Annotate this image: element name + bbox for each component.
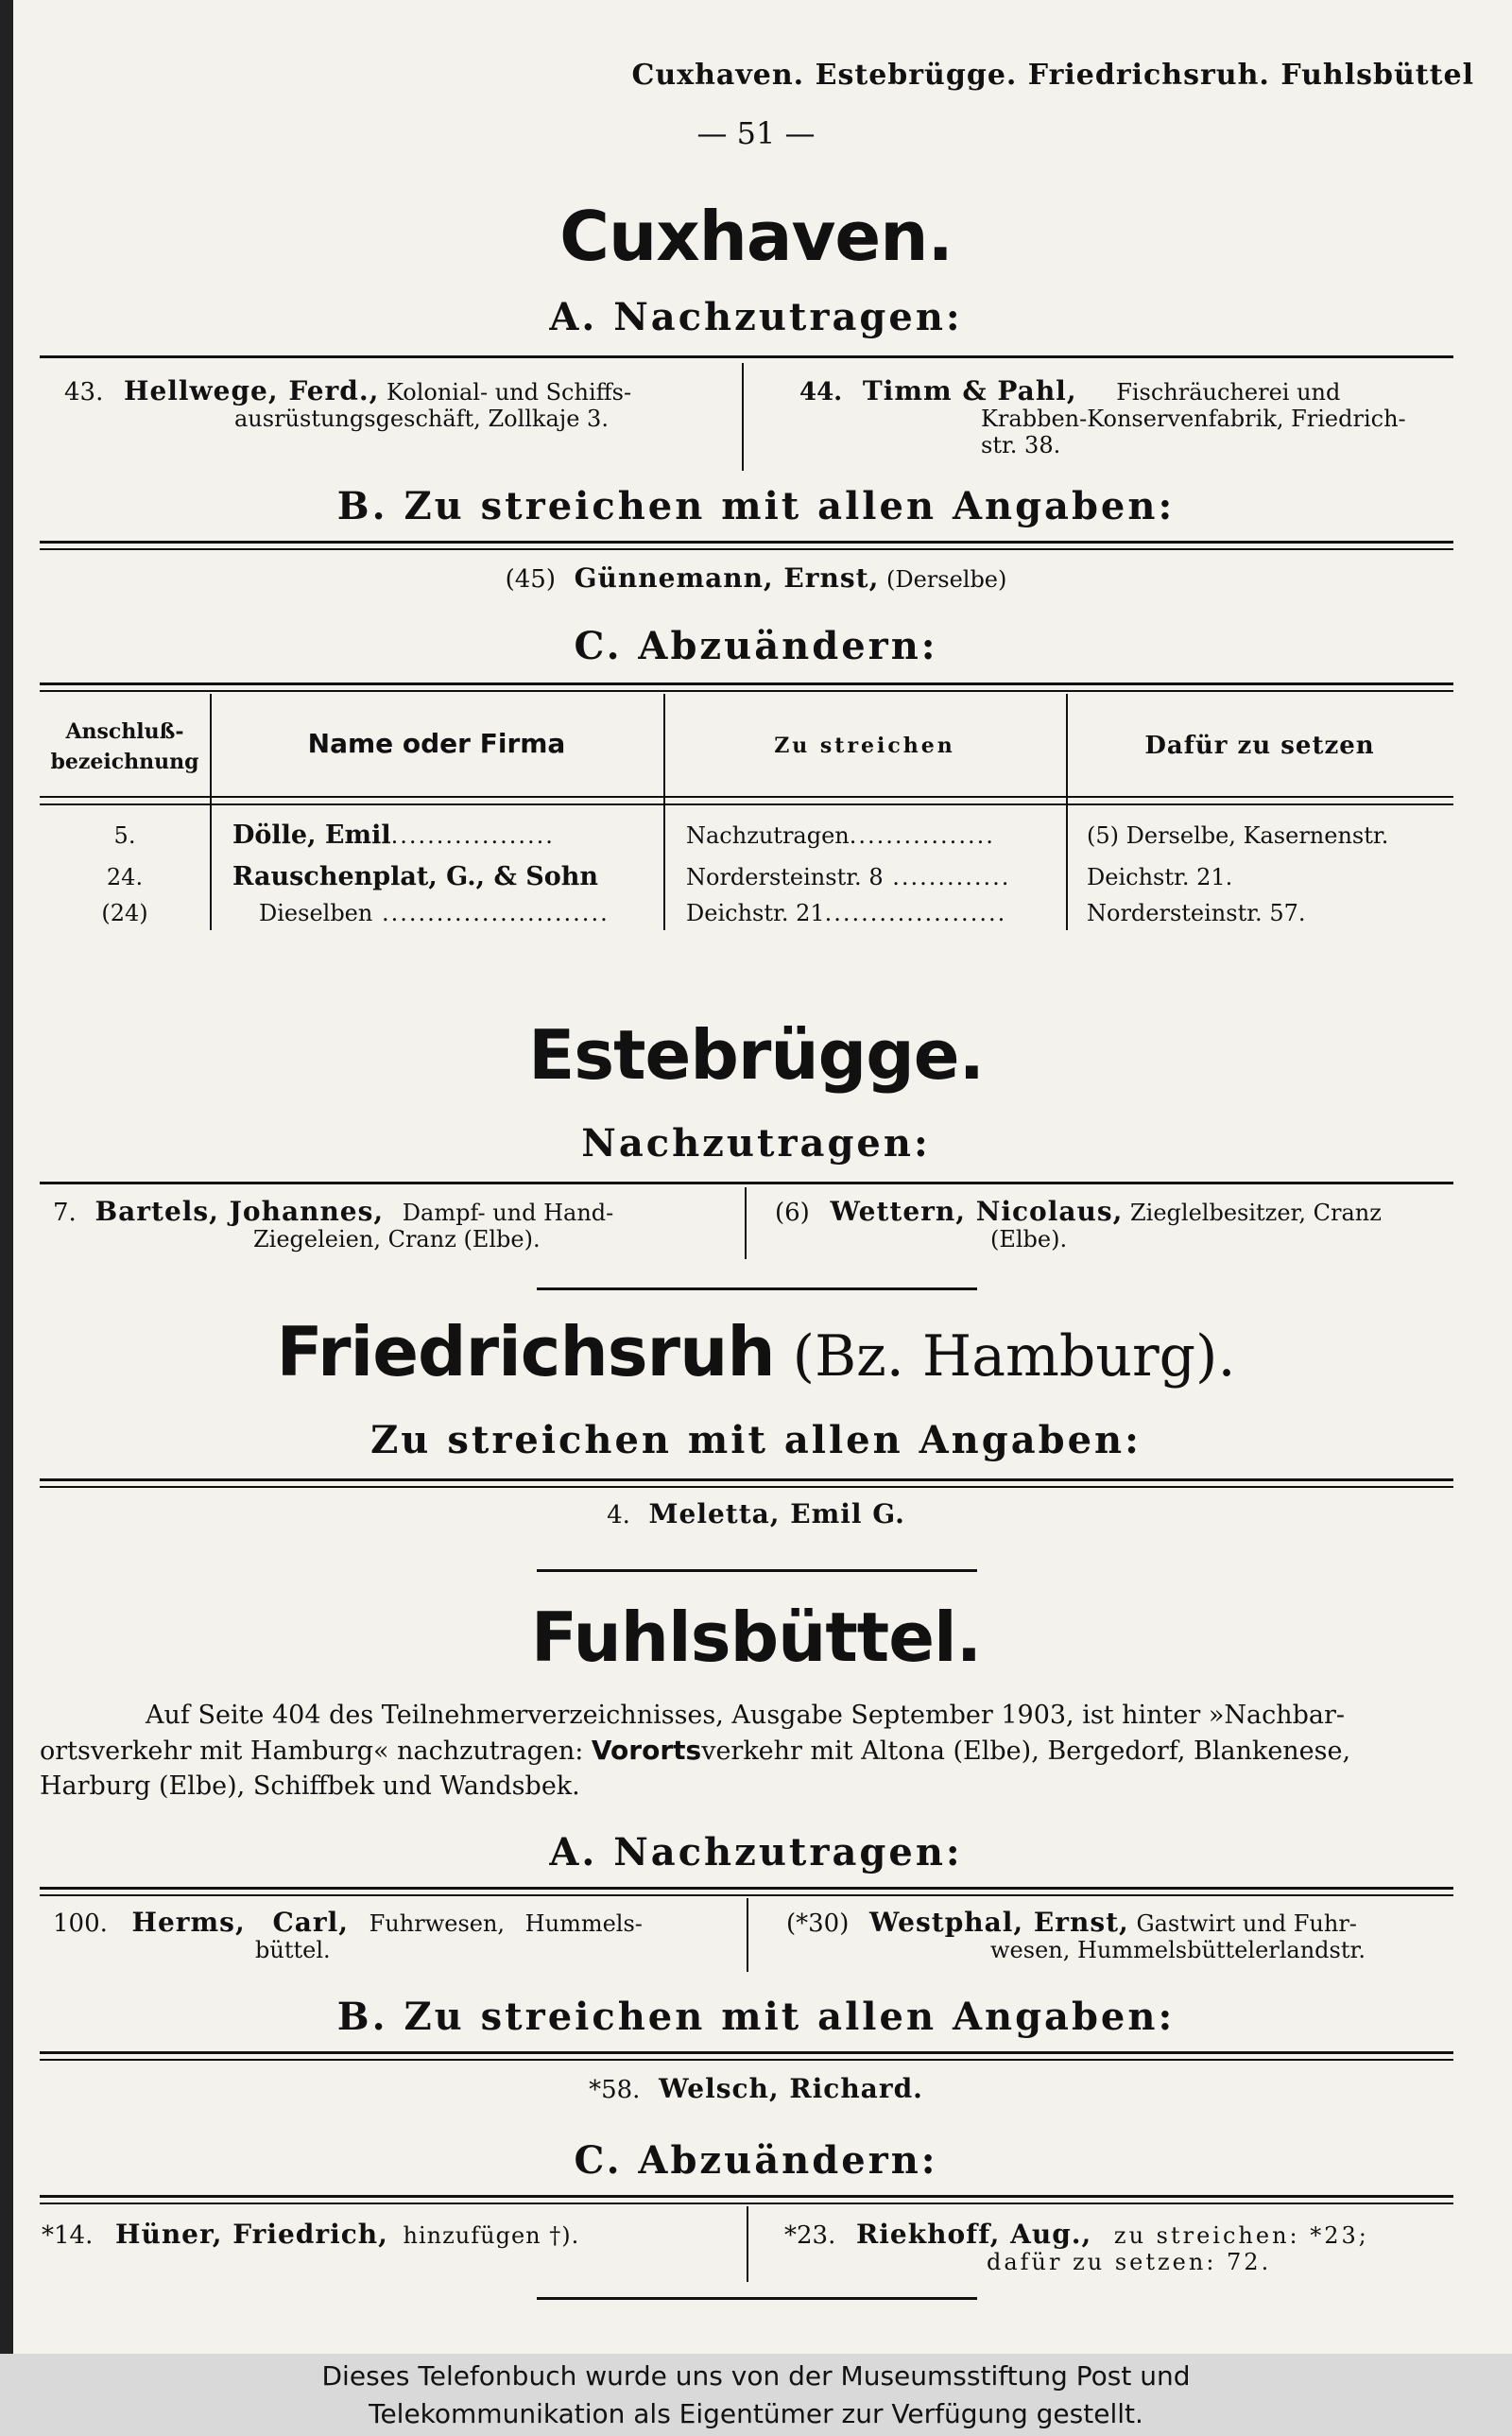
cuxhaven-entry-45	[0, 562, 1512, 594]
rule	[40, 548, 1453, 550]
rule	[40, 1894, 1453, 1896]
table-row-num: 5.	[113, 822, 136, 849]
rule	[40, 682, 1453, 685]
fuhlsbuettel-entry-58: *58. Welsch, Richard.	[589, 2073, 923, 2104]
cuxhaven-c-title: C. Abzuändern:	[574, 624, 938, 668]
rule	[40, 690, 1453, 692]
table-row-strike: Deichstr. 21....................	[686, 900, 1007, 926]
rule	[40, 1182, 1453, 1184]
table-row-strike: Nordersteinstr. 8 .............	[686, 864, 1011, 890]
column-divider	[742, 363, 744, 471]
rule	[40, 2203, 1453, 2204]
rule	[40, 1887, 1453, 1890]
rule	[40, 2195, 1453, 2198]
fuhlsbuettel-entry-100: 100. Herms, Carl, Fuhrwesen, Hummels- büttel.	[53, 1907, 643, 1963]
table-row-name: Rauschenplat, G., & Sohn	[232, 862, 599, 891]
entry-name: Günnemann, Ernst,	[574, 562, 880, 594]
entry-name: Timm & Pahl,	[862, 375, 1077, 406]
rule	[40, 355, 1453, 358]
column-divider	[663, 694, 665, 930]
entry-text: str. 38.	[981, 432, 1061, 458]
entry-number: 44.	[799, 378, 843, 406]
table-row-set: Deichstr. 21.	[1087, 864, 1233, 890]
footer-line: Telekommunikation als Eigentümer zur Verfügung gestellt.	[369, 2398, 1143, 2429]
footer-line: Dieses Telefonbuch wurde uns von der Museumsstiftung Post und	[321, 2360, 1191, 2392]
rule	[40, 541, 1453, 544]
column-divider	[747, 1898, 748, 1972]
table-row-name: Dieselben .........................	[259, 900, 610, 926]
rule	[537, 1569, 977, 1572]
estebruegge-entry-7: 7. Bartels, Johannes, Dampf- und Hand- Ziegeleien, Cranz (Elbe).	[53, 1196, 614, 1253]
rule	[40, 1478, 1453, 1481]
cuxhaven-b-title: B. Zu streichen mit allen Angaben:	[336, 484, 1176, 528]
friedrichsruh-subtitle: (Bz. Hamburg).	[792, 1323, 1236, 1390]
friedrichsruh-b-title: Zu streichen mit allen Angaben:	[370, 1418, 1142, 1462]
table-row-num: (24)	[101, 900, 148, 926]
column-divider	[747, 2206, 748, 2282]
friedrichsruh-title: Friedrichsruh	[276, 1312, 775, 1391]
footer-banner	[0, 2354, 1512, 2436]
table-row-strike: Nachzutragen................	[686, 822, 995, 849]
entry-text: Kolonial- und Schiffs-	[386, 379, 632, 406]
table-row-set: Nordersteinstr. 57.	[1087, 900, 1306, 926]
column-divider	[1066, 694, 1068, 930]
cuxhaven-a-title: A. Nachzutragen:	[549, 295, 963, 339]
entry-text: ausrüstungsgeschäft, Zollkaje 3.	[234, 406, 609, 432]
fuhlsbuettel-entry-23: *23. Riekhoff, Aug., zu streichen: *23; dafür zu setzen: 72.	[784, 2219, 1369, 2275]
rule	[537, 1287, 977, 1290]
rule	[40, 2051, 1453, 2054]
column-divider	[745, 1187, 747, 1259]
page-number: — 51 —	[696, 115, 816, 151]
fuhlsbuettel-entry-30: (*30) Westphal, Ernst, Gastwirt und Fuhr- wesen, Hummelsbüttelerlandstr.	[786, 1907, 1366, 1963]
fuhlsbuettel-title: Fuhlsbüttel.	[530, 1598, 982, 1677]
column-header-set: Dafür zu setzen	[1144, 732, 1375, 760]
table-row-set: (5) Derselbe, Kasernenstr.	[1087, 822, 1389, 849]
column-header-name: Name oder Firma	[307, 728, 566, 759]
cuxhaven-entry-44	[799, 375, 1461, 458]
estebruegge-entry-6: (6) Wettern, Nicolaus, Zieglelbesitzer, Cranz (Elbe).	[775, 1196, 1382, 1253]
rule	[537, 2297, 977, 2300]
rule	[40, 2059, 1453, 2061]
fuhlsbuettel-entry-14: *14. Hüner, Friedrich, hinzufügen †).	[42, 2219, 580, 2250]
fuhlsbuettel-a-title: A. Nachzutragen:	[549, 1830, 963, 1875]
rule	[40, 1486, 1453, 1488]
fuhlsbuettel-c-title: C. Abzuändern:	[574, 2138, 938, 2183]
estebruegge-title: Estebrügge.	[528, 1015, 984, 1095]
friedrichsruh-heading	[0, 1312, 1512, 1391]
entry-text: (Derselbe)	[885, 566, 1007, 593]
fuhlsbuettel-notice: Auf Seite 404 des Teilnehmerverzeichnisses, Ausgabe September 1903, ist hinter »Nachbar- ortsverkehr mit Hamburg« nachzutragen: Vorortsverkehr mit Altona (Elbe), Bergedorf, Blankenese, Harburg (Elbe), Schiffbek und Wandsbek.	[40, 1701, 1351, 1801]
entry-text: Fischräucherei und	[1116, 379, 1341, 406]
table-row-name: Dölle, Emil..................	[232, 821, 555, 850]
column-header-anschluss: Anschluß- bezeichnung	[50, 719, 199, 774]
estebruegge-a-title: Nachzutragen:	[581, 1121, 931, 1166]
entry-number: (45)	[505, 565, 556, 594]
entry-name: Hellwege, Ferd.,	[124, 375, 380, 406]
cuxhaven-title: Cuxhaven.	[559, 197, 953, 276]
fuhlsbuettel-b-title: B. Zu streichen mit allen Angaben:	[336, 1995, 1176, 2039]
cuxhaven-entry-43	[64, 375, 726, 432]
table-row-num: 24.	[106, 864, 144, 890]
friedrichsruh-entry-4: 4. Meletta, Emil G.	[607, 1498, 905, 1529]
running-head: Cuxhaven. Estebrügge. Friedrichsruh. Fuhlsbüttel	[631, 59, 1474, 92]
rule	[40, 796, 1453, 798]
column-header-strike: Zu streichen	[774, 734, 955, 758]
entry-number: 43.	[64, 378, 104, 406]
entry-text: Krabben-Konservenfabrik, Friedrich-	[981, 406, 1406, 432]
rule	[40, 803, 1453, 805]
